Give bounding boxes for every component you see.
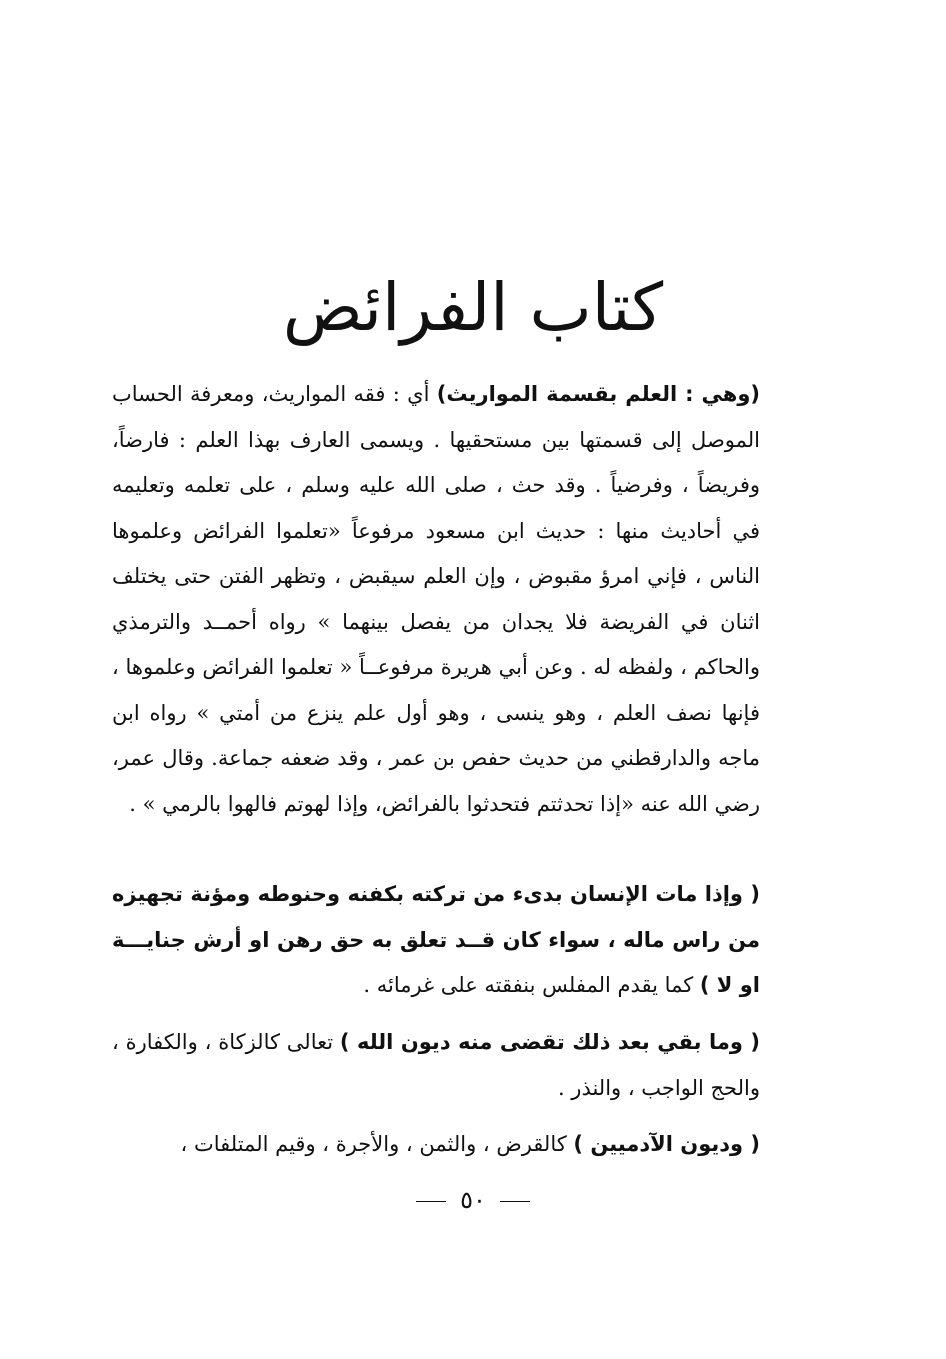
- sharh-commentary: كما يقدم المفلس بنفقته على غرمائه .: [363, 973, 700, 997]
- chapter-title: كتاب الفرائض: [282, 269, 664, 346]
- sharh-commentary: كالقرض ، والثمن ، والأجرة ، وقيم المتلفات ،: [180, 1132, 574, 1156]
- sharh-commentary: أي : فقه المواريث، ومعرفة الحساب الموصل إلى قسمتها بين مستحقيها . ويسمى العارف بهذا العلم : فارضاً، وفريضاً ، وفرضياً . وقد حث ، صلى الله عليه وسلم ، على تعلمه وتعليمه في أحاديث منها : حديث ابن مسعود مرفوعاً «تعلموا الفرائض وعلموها الناس ، فإني امرؤ مقبوض ، وإن العلم سيقبض ، وتظهر الفتن حتى يختلف اثنان في الفريضة فلا يجدان من يفصل بينهما » رواه أحمــد والترمذي والحاكم ، ولفظه له . وعن أبي هريرة مرفوعــاً « تعلموا الفرائض وعلموها ، فإنها نصف العلم ، وهو ينسى ، وهو أول علم ينزع من أمتي » رواه ابن ماجه والدارقطني من حديث حفص بن عمر ، وقد ضعفه جماعة. وقال عمر، رضي الله عنه «إذا تحدثتم فتحدثوا بالفرائض، وإذا لهوتم فالهوا بالرمي » .: [112, 382, 760, 816]
- footer-dash-right: [500, 1201, 530, 1202]
- matn-term: ( وديون الآدميين ): [573, 1132, 760, 1156]
- matn-term: ( وإذا مات الإنسان بدىء من تركته بكفنه وحنوطه ومؤنة تجهيزه من راس ماله ، سواء كان قــد تعلق به حق رهن او أرش جنايـــة او لا ): [112, 882, 760, 997]
- paragraph-definition: [112, 372, 760, 827]
- paragraph-funeral-costs: [112, 872, 760, 1009]
- paragraph-debts-to-people: [112, 1122, 760, 1168]
- footer-dash-left: [416, 1201, 446, 1202]
- paragraph-debts-to-god: [112, 1020, 760, 1111]
- page-footer: [0, 1180, 946, 1220]
- page-number: ٥٠: [460, 1186, 486, 1214]
- matn-term: ( وما بقي بعد ذلك تقضى منه ديون الله ): [339, 1030, 760, 1054]
- matn-term: (وهي : العلم بقسمة المواريث): [436, 382, 761, 406]
- sharh-commentary: تعالى كالزكاة ، والكفارة ، والحج الواجب ، والنذر .: [112, 1030, 760, 1100]
